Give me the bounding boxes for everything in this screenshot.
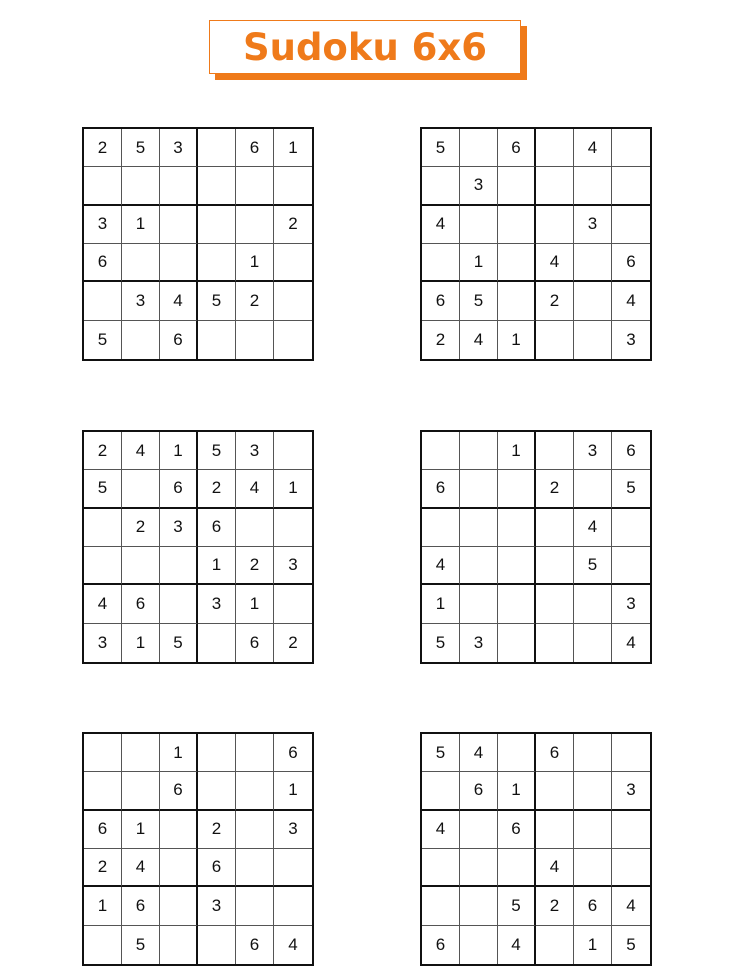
sudoku-cell[interactable] [574,624,612,662]
sudoku-cell[interactable]: 4 [122,849,160,887]
sudoku-cell[interactable] [122,772,160,810]
sudoku-cell[interactable] [198,206,236,244]
sudoku-cell[interactable] [574,167,612,205]
sudoku-cell[interactable] [274,849,312,887]
sudoku-cell[interactable]: 1 [84,887,122,925]
sudoku-cell[interactable] [612,509,650,547]
sudoku-cell[interactable] [122,321,160,359]
sudoku-cell[interactable]: 5 [160,624,198,662]
sudoku-cell[interactable]: 1 [498,432,536,470]
sudoku-cell[interactable] [122,167,160,205]
sudoku-cell[interactable] [498,282,536,320]
sudoku-cell[interactable]: 1 [422,585,460,623]
sudoku-cell[interactable]: 6 [422,470,460,508]
sudoku-cell[interactable] [536,926,574,964]
sudoku-cell[interactable] [236,167,274,205]
sudoku-cell[interactable]: 1 [460,244,498,282]
sudoku-cell[interactable]: 2 [236,282,274,320]
sudoku-cell[interactable]: 2 [536,887,574,925]
sudoku-cell[interactable] [236,509,274,547]
sudoku-cell[interactable] [460,849,498,887]
sudoku-cell[interactable] [84,282,122,320]
sudoku-cell[interactable]: 4 [160,282,198,320]
sudoku-cell[interactable]: 4 [536,244,574,282]
sudoku-cell[interactable] [536,811,574,849]
sudoku-cell[interactable] [460,547,498,585]
sudoku-cell[interactable] [536,321,574,359]
sudoku-cell[interactable]: 6 [122,887,160,925]
sudoku-cell[interactable] [536,206,574,244]
sudoku-cell[interactable] [274,509,312,547]
sudoku-cell[interactable]: 4 [422,206,460,244]
sudoku-cell[interactable] [574,772,612,810]
sudoku-cell[interactable]: 1 [274,129,312,167]
sudoku-cell[interactable]: 3 [122,282,160,320]
sudoku-cell[interactable] [422,432,460,470]
sudoku-cell[interactable] [460,926,498,964]
sudoku-cell[interactable] [236,849,274,887]
sudoku-cell[interactable] [498,624,536,662]
sudoku-cell[interactable] [460,887,498,925]
sudoku-cell[interactable]: 6 [274,734,312,772]
sudoku-cell[interactable] [122,470,160,508]
sudoku-cell[interactable] [460,811,498,849]
sudoku-cell[interactable] [612,849,650,887]
sudoku-cell[interactable]: 2 [288,632,298,652]
sudoku-grid-bottom-left [82,732,314,966]
sudoku-grid-top-right [420,127,652,361]
sudoku-cell[interactable]: 5 [626,934,636,954]
sudoku-cell[interactable]: 2 [122,509,160,547]
sudoku-cell[interactable]: 4 [236,470,274,508]
sudoku-cell[interactable]: 6 [160,772,198,810]
sudoku-cell[interactable]: 6 [160,321,198,359]
sudoku-cell[interactable] [460,432,498,470]
sudoku-cell[interactable] [84,926,122,964]
sudoku-cell[interactable]: 6 [84,244,122,282]
sudoku-cell[interactable] [460,470,498,508]
sudoku-cell[interactable]: 6 [574,887,612,925]
sudoku-cell[interactable] [122,547,160,585]
sudoku-cell[interactable]: 6 [236,129,274,167]
sudoku-cell[interactable]: 1 [574,926,612,964]
sudoku-cell[interactable]: 2 [84,432,122,470]
sudoku-cell[interactable]: 3 [84,206,122,244]
sudoku-cell[interactable]: 5 [422,624,460,662]
sudoku-cell[interactable] [460,509,498,547]
sudoku-cell[interactable]: 6 [612,432,650,470]
sudoku-cell[interactable] [236,206,274,244]
sudoku-cell[interactable] [236,887,274,925]
sudoku-cell[interactable] [274,282,312,320]
sudoku-cell[interactable] [84,167,122,205]
sudoku-cell[interactable]: 6 [160,470,198,508]
sudoku-cell[interactable]: 4 [536,849,574,887]
sudoku-cell[interactable] [274,321,312,359]
title-banner [209,20,521,74]
sudoku-cell[interactable]: 5 [498,887,536,925]
sudoku-cell[interactable]: 2 [236,547,274,585]
sudoku-cell[interactable]: 3 [626,329,636,349]
sudoku-cell[interactable] [84,509,122,547]
sudoku-cell[interactable]: 2 [198,470,236,508]
sudoku-cell[interactable]: 1 [498,321,536,359]
sudoku-cell[interactable] [574,734,612,772]
sudoku-cell[interactable]: 5 [574,547,612,585]
sudoku-cell[interactable]: 6 [612,244,650,282]
sudoku-cell[interactable] [536,129,574,167]
sudoku-cell[interactable] [574,282,612,320]
sudoku-cell[interactable] [498,547,536,585]
sudoku-cell[interactable] [536,509,574,547]
sudoku-cell[interactable] [498,206,536,244]
sudoku-cell[interactable] [274,244,312,282]
sudoku-cell[interactable]: 2 [536,282,574,320]
sudoku-cell[interactable]: 4 [612,887,650,925]
sudoku-cell[interactable]: 6 [536,734,574,772]
sudoku-cell[interactable]: 2 [84,849,122,887]
sudoku-cell[interactable] [498,509,536,547]
sudoku-cell[interactable]: 1 [160,734,198,772]
sudoku-cell[interactable] [236,772,274,810]
sudoku-cell[interactable]: 4 [574,129,612,167]
sudoku-cell[interactable] [236,734,274,772]
sudoku-cell[interactable] [422,509,460,547]
sudoku-cell[interactable]: 5 [84,470,122,508]
sudoku-cell[interactable]: 5 [122,129,160,167]
sudoku-cell[interactable]: 1 [122,624,160,662]
sudoku-cell[interactable] [498,849,536,887]
sudoku-cell[interactable]: 1 [122,206,160,244]
sudoku-cell[interactable]: 4 [612,282,650,320]
sudoku-cell[interactable] [612,206,650,244]
sudoku-cell[interactable] [198,321,236,359]
title-box [209,20,521,74]
sudoku-cell[interactable] [536,547,574,585]
sudoku-cell[interactable]: 2 [422,321,460,359]
sudoku-cell[interactable]: 3 [160,509,198,547]
sudoku-cell[interactable]: 6 [422,282,460,320]
sudoku-cell[interactable]: 4 [122,432,160,470]
sudoku-cell[interactable]: 6 [422,926,460,964]
sudoku-cell[interactable]: 4 [422,811,460,849]
sudoku-cell[interactable] [536,167,574,205]
sudoku-cell[interactable]: 5 [122,926,160,964]
sudoku-cell[interactable]: 4 [460,321,498,359]
sudoku-cell[interactable] [160,206,198,244]
sudoku-grid-middle-right [420,430,652,664]
sudoku-cell[interactable]: 4 [288,934,298,954]
sudoku-cell[interactable]: 6 [84,811,122,849]
sudoku-cell[interactable] [498,734,536,772]
sudoku-cell[interactable] [536,432,574,470]
sudoku-cell[interactable] [612,167,650,205]
sudoku-grid-middle-left [82,430,314,664]
sudoku-cell[interactable]: 6 [198,509,236,547]
sudoku-cell[interactable]: 3 [274,811,312,849]
sudoku-cell[interactable] [236,321,274,359]
sudoku-cell[interactable]: 1 [160,432,198,470]
sudoku-cell[interactable]: 2 [536,470,574,508]
sudoku-cell[interactable] [274,167,312,205]
sudoku-cell[interactable]: 2 [84,129,122,167]
sudoku-cell[interactable] [274,887,312,925]
sudoku-cell[interactable]: 4 [574,509,612,547]
sudoku-grid-bottom-right [420,732,652,966]
sudoku-cell[interactable] [498,167,536,205]
sudoku-cell[interactable] [160,887,198,925]
sudoku-cell[interactable] [574,470,612,508]
sudoku-cell[interactable] [122,734,160,772]
sudoku-cell[interactable] [274,585,312,623]
sudoku-cell[interactable]: 5 [612,470,650,508]
sudoku-cell[interactable] [160,167,198,205]
sudoku-cell[interactable] [84,772,122,810]
sudoku-cell[interactable] [160,547,198,585]
sudoku-cell[interactable]: 1 [122,811,160,849]
sudoku-cell[interactable] [536,624,574,662]
sudoku-cell[interactable] [236,811,274,849]
sudoku-cell[interactable]: 1 [498,772,536,810]
sudoku-cell[interactable] [536,772,574,810]
sudoku-cell[interactable]: 4 [422,547,460,585]
sudoku-cell[interactable]: 4 [498,926,536,964]
sudoku-cell[interactable] [574,811,612,849]
sudoku-cell[interactable] [612,547,650,585]
sudoku-cell[interactable]: 3 [198,585,236,623]
sudoku-cell[interactable] [422,772,460,810]
sudoku-cell[interactable] [198,129,236,167]
sudoku-cell[interactable] [122,244,160,282]
sudoku-cell[interactable] [574,585,612,623]
sudoku-cell[interactable]: 3 [160,129,198,167]
sudoku-cell[interactable]: 4 [84,585,122,623]
sudoku-cell[interactable]: 3 [612,585,650,623]
sudoku-cell[interactable] [160,244,198,282]
sudoku-cell[interactable] [198,624,236,662]
sudoku-cell[interactable]: 3 [198,887,236,925]
sudoku-cell[interactable] [422,887,460,925]
sudoku-cell[interactable]: 5 [84,321,122,359]
sudoku-cell[interactable]: 5 [422,734,460,772]
sudoku-cell[interactable]: 6 [236,624,274,662]
sudoku-cell[interactable] [160,585,198,623]
sudoku-cell[interactable] [574,244,612,282]
sudoku-cell[interactable] [160,926,198,964]
sudoku-cell[interactable]: 6 [198,849,236,887]
sudoku-cell[interactable]: 3 [460,624,498,662]
sudoku-cell[interactable]: 5 [460,282,498,320]
sudoku-cell[interactable] [198,734,236,772]
sudoku-cell[interactable]: 5 [422,129,460,167]
sudoku-cell[interactable]: 3 [574,432,612,470]
sudoku-cell[interactable]: 3 [274,547,312,585]
sudoku-cell[interactable]: 3 [460,167,498,205]
sudoku-cell[interactable]: 6 [498,811,536,849]
sudoku-cell[interactable] [460,129,498,167]
sudoku-cell[interactable]: 4 [626,632,636,652]
sudoku-cell[interactable]: 1 [198,547,236,585]
sudoku-cell[interactable]: 3 [612,772,650,810]
sudoku-cell[interactable]: 3 [84,624,122,662]
sudoku-cell[interactable] [160,849,198,887]
sudoku-cell[interactable] [612,811,650,849]
sudoku-cell[interactable]: 6 [460,772,498,810]
sudoku-cell[interactable]: 1 [274,470,312,508]
sudoku-cell[interactable] [536,585,574,623]
sudoku-cell[interactable] [422,167,460,205]
sudoku-cell[interactable] [84,547,122,585]
sudoku-cell[interactable]: 5 [198,282,236,320]
sudoku-cell[interactable]: 1 [236,585,274,623]
sudoku-grid-top-left [82,127,314,361]
sudoku-cell[interactable] [498,470,536,508]
sudoku-cell[interactable] [612,129,650,167]
page-title: Sudoku 6x6 [242,25,488,69]
sudoku-cell[interactable]: 3 [574,206,612,244]
sudoku-cell[interactable] [422,849,460,887]
sudoku-cell[interactable] [160,811,198,849]
sudoku-cell[interactable] [198,167,236,205]
sudoku-cell[interactable]: 1 [236,244,274,282]
sudoku-cell[interactable] [198,244,236,282]
sudoku-cell[interactable]: 5 [198,432,236,470]
sudoku-cell[interactable]: 6 [122,585,160,623]
sudoku-cell[interactable] [612,734,650,772]
sudoku-cell[interactable] [84,734,122,772]
sudoku-cell[interactable] [574,321,612,359]
sudoku-cell[interactable]: 3 [236,432,274,470]
sudoku-cell[interactable]: 6 [498,129,536,167]
sudoku-cell[interactable] [274,432,312,470]
sudoku-cell[interactable] [460,585,498,623]
sudoku-cell[interactable]: 2 [274,206,312,244]
sudoku-cell[interactable]: 1 [274,772,312,810]
sudoku-cell[interactable] [198,926,236,964]
sudoku-cell[interactable] [498,244,536,282]
sudoku-cell[interactable]: 6 [236,926,274,964]
sudoku-cell[interactable] [422,244,460,282]
sudoku-cell[interactable] [498,585,536,623]
sudoku-cell[interactable] [574,849,612,887]
sudoku-cell[interactable] [460,206,498,244]
sudoku-cell[interactable]: 4 [460,734,498,772]
sudoku-cell[interactable]: 2 [198,811,236,849]
sudoku-cell[interactable] [198,772,236,810]
